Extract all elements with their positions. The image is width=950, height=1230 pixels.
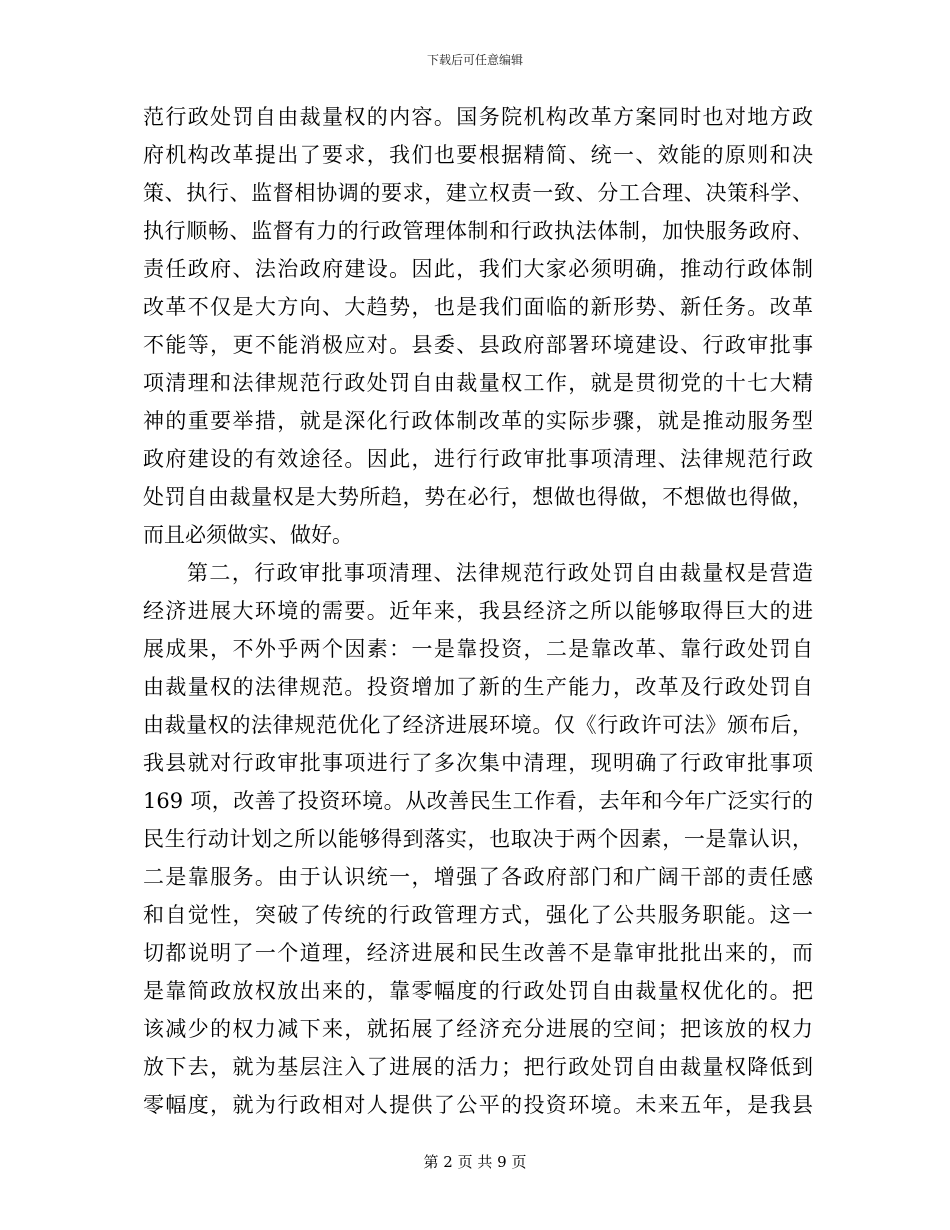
text-line: 二是靠服务。由于认识统一，增强了各政府部门和广阔干部的责任感 bbox=[143, 865, 813, 889]
text-line: 范行政处罚自由裁量权的内容。国务院机构改革方案同时也对地方政 bbox=[143, 105, 813, 129]
text-line: 169 项，改善了投资环境。从改善民生工作看，去年和今年广泛实行的 bbox=[143, 789, 813, 813]
text-line: 府机构改革提出了要求，我们也要根据精简、统一、效能的原则和决 bbox=[143, 143, 813, 167]
text-line: 项清理和法律规范行政处罚自由裁量权工作，就是贯彻党的十七大精 bbox=[143, 371, 813, 395]
text-line: 和自觉性，突破了传统的行政管理方式，强化了公共服务职能。这一 bbox=[143, 903, 813, 927]
text-line: 零幅度，就为行政相对人提供了公平的投资环境。未来五年，是我县 bbox=[143, 1093, 813, 1117]
text-line: 由裁量权的法律规范优化了经济进展环境。仅《行政许可法》颁布后， bbox=[143, 713, 813, 737]
text-line: 我县就对行政审批事项进行了多次集中清理，现明确了行政审批事项 bbox=[143, 751, 813, 775]
text-line: 处罚自由裁量权是大势所趋，势在必行，想做也得做，不想做也得做， bbox=[143, 485, 813, 509]
text-line: 经济进展大环境的需要。近年来，我县经济之所以能够取得巨大的进 bbox=[143, 599, 813, 623]
text-line: 政府建设的有效途径。因此，进行行政审批事项清理、法律规范行政 bbox=[143, 447, 813, 471]
text-line: 责任政府、法治政府建设。因此，我们大家必须明确，推动行政体制 bbox=[143, 257, 813, 281]
text-line: 放下去，就为基层注入了进展的活力；把行政处罚自由裁量权降低到 bbox=[143, 1055, 813, 1079]
text-line: 不能等，更不能消极应对。县委、县政府部署环境建设、行政审批事 bbox=[143, 333, 813, 357]
text-line: 而且必须做实、做好。 bbox=[143, 523, 353, 547]
page-number: 第 2 页 共 9 页 bbox=[423, 1153, 527, 1171]
text-line: 该减少的权力减下来，就拓展了经济充分进展的空间；把该放的权力 bbox=[143, 1017, 813, 1041]
text-line: 第二，行政审批事项清理、法律规范行政处罚自由裁量权是营造 bbox=[187, 561, 813, 585]
document-body bbox=[143, 98, 813, 1124]
text-line: 切都说明了一个道理，经济进展和民生改善不是靠审批批出来的，而 bbox=[143, 941, 813, 965]
text-line: 展成果，不外乎两个因素：一是靠投资，二是靠改革、靠行政处罚自 bbox=[143, 637, 813, 661]
text-line: 神的重要举措，就是深化行政体制改革的实际步骤，就是推动服务型 bbox=[143, 409, 813, 433]
text-line: 由裁量权的法律规范。投资增加了新的生产能力，改革及行政处罚自 bbox=[143, 675, 813, 699]
text-line: 策、执行、监督相协调的要求，建立权责一致、分工合理、决策科学、 bbox=[143, 181, 813, 205]
text-line: 民生行动计划之所以能够得到落实，也取决于两个因素，一是靠认识， bbox=[143, 827, 813, 851]
page-header: 下载后可任意编辑 bbox=[426, 53, 523, 67]
paragraph bbox=[143, 554, 813, 1124]
paragraph bbox=[143, 98, 813, 554]
text-line: 执行顺畅、监督有力的行政管理体制和行政执法体制，加快服务政府、 bbox=[143, 219, 813, 243]
text-line: 是靠简政放权放出来的，靠零幅度的行政处罚自由裁量权优化的。把 bbox=[143, 979, 813, 1003]
text-line: 改革不仅是大方向、大趋势，也是我们面临的新形势、新任务。改革 bbox=[143, 295, 813, 319]
